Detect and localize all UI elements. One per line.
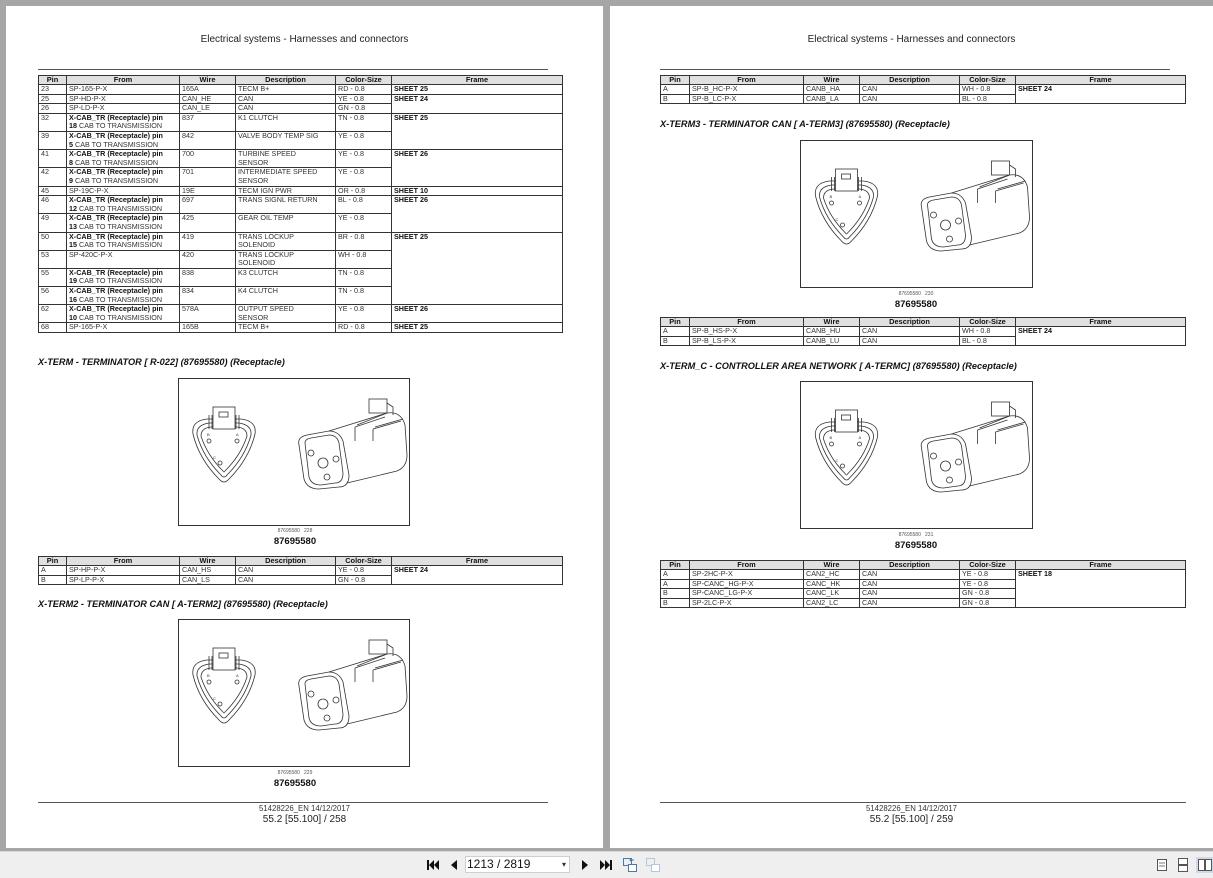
pin-cell: 68 — [39, 323, 67, 333]
from-cell: X-CAB_TR (Receptacle) pin 19 CAB TO TRANSMISSION — [67, 268, 180, 286]
column-header-wire: Wire — [804, 318, 860, 327]
from-cell: SP-HP-P-X — [67, 566, 180, 576]
go-back-view-button[interactable] — [621, 857, 639, 873]
color-size-cell: YE - 0.8 — [960, 579, 1016, 589]
wire-cell: CANB_LU — [804, 336, 860, 346]
table-header-row — [661, 318, 1186, 327]
column-header-description: Description — [236, 76, 336, 85]
pin-cell: 41 — [39, 150, 67, 168]
column-header-frame: Frame — [1016, 318, 1186, 327]
from-cell: SP-LP-P-X — [67, 575, 180, 585]
svg-text:A: A — [858, 435, 862, 440]
pin-table-x-term3 — [660, 317, 1186, 346]
description-cell: GEAR OIL TEMP — [236, 214, 336, 232]
pin-cell: A — [39, 566, 67, 576]
pin-cell: 46 — [39, 196, 67, 214]
description-cell: INTERMEDIATE SPEED SENSOR — [236, 168, 336, 186]
frame-cell: SHEET 24 — [1016, 85, 1186, 104]
continuous-page-icon — [1177, 858, 1189, 872]
frame-cell: SHEET 10 — [392, 186, 563, 196]
svg-text:A: A — [858, 194, 862, 199]
color-size-cell: BL - 0.8 — [336, 196, 392, 214]
color-size-cell: YE - 0.8 — [336, 168, 392, 186]
column-header-wire: Wire — [180, 76, 236, 85]
description-cell: K4 CLUTCH — [236, 287, 336, 305]
description-cell: OUTPUT SPEED SENSOR — [236, 305, 336, 323]
description-cell: CAN — [860, 327, 960, 337]
figure-ref: 87695580 231 — [898, 532, 934, 538]
connector-drawing-icon — [801, 141, 1034, 289]
description-cell: CAN — [860, 579, 960, 589]
column-header-pin: Pin — [39, 557, 67, 566]
pin-cell: 45 — [39, 186, 67, 196]
first-page-button[interactable] — [425, 857, 441, 873]
footer-rule — [660, 802, 1186, 803]
description-cell: K1 CLUTCH — [236, 113, 336, 131]
column-header-color-size: Color-Size — [960, 76, 1016, 85]
from-cell: SP-HD-P-X — [67, 94, 180, 104]
description-cell: CAN — [860, 336, 960, 346]
pin-cell: 32 — [39, 113, 67, 131]
wire-cell: CANC_LK — [804, 589, 860, 599]
wire-cell: 19E — [180, 186, 236, 196]
pin-table-x-term-c — [660, 560, 1186, 608]
single-page-view-button[interactable] — [1154, 857, 1170, 873]
header-rule — [38, 69, 548, 70]
column-header-wire: Wire — [180, 557, 236, 566]
color-size-cell: OR - 0.8 — [336, 186, 392, 196]
pin-cell: B — [661, 336, 690, 346]
description-cell: CAN — [860, 85, 960, 95]
wire-cell: 420 — [180, 250, 236, 268]
color-size-cell: GN - 0.8 — [336, 104, 392, 114]
section-title-x-term3: X-TERM3 - TERMINATOR CAN [ A-TERM3] (87695580) (Receptacle) — [660, 119, 950, 129]
table-header-row — [661, 561, 1186, 570]
figure-caption: 87695580 — [273, 778, 317, 789]
single-page-icon — [1156, 858, 1168, 872]
pdf-navigation-toolbar — [0, 851, 1213, 878]
column-header-pin: Pin — [39, 76, 67, 85]
description-cell: K3 CLUTCH — [236, 268, 336, 286]
column-header-color-size: Color-Size — [960, 318, 1016, 327]
pin-cell: 42 — [39, 168, 67, 186]
from-cell: X-CAB_TR (Receptacle) pin 16 CAB TO TRANSMISSION — [67, 287, 180, 305]
frame-cell: SHEET 25 — [392, 323, 563, 333]
wire-cell: CANC_HK — [804, 579, 860, 589]
frame-cell: SHEET 26 — [392, 305, 563, 323]
column-header-from: From — [690, 76, 804, 85]
skip-to-first-icon — [426, 859, 440, 871]
go-back-view-icon — [622, 857, 638, 873]
color-size-cell: YE - 0.8 — [336, 305, 392, 323]
wire-cell: CAN_LS — [180, 575, 236, 585]
description-cell: TRANS SIGNL RETURN — [236, 196, 336, 214]
from-cell: SP-B_LS-P-X — [690, 336, 804, 346]
svg-text:A: A — [236, 432, 239, 437]
from-cell: X-CAB_TR (Receptacle) pin 9 CAB TO TRANSMISSION — [67, 168, 180, 186]
go-forward-view-icon — [645, 857, 661, 873]
frame-cell: SHEET 24 — [392, 566, 563, 585]
color-size-cell: TN - 0.8 — [336, 268, 392, 286]
table-header-row — [661, 76, 1186, 85]
connector-figure-230 — [800, 140, 1033, 288]
wire-cell: 842 — [180, 131, 236, 149]
wire-cell: 837 — [180, 113, 236, 131]
frame-cell: SHEET 25 — [392, 232, 563, 305]
color-size-cell: YE - 0.8 — [960, 570, 1016, 580]
description-cell: TECM B+ — [236, 323, 336, 333]
color-size-cell: YE - 0.8 — [336, 150, 392, 168]
from-cell: X-CAB_TR (Receptacle) pin 12 CAB TO TRANSMISSION — [67, 196, 180, 214]
description-cell: CAN — [860, 94, 960, 104]
pin-table-x-term — [38, 556, 563, 585]
wire-cell: 834 — [180, 287, 236, 305]
figure-ref: 87695580 229 — [277, 770, 313, 776]
column-header-pin: Pin — [661, 76, 690, 85]
color-size-cell: YE - 0.8 — [336, 94, 392, 104]
description-cell: CAN — [860, 598, 960, 608]
svg-text:B: B — [829, 435, 833, 440]
wire-cell: 425 — [180, 214, 236, 232]
pin-cell: A — [661, 85, 690, 95]
color-size-cell: BL - 0.8 — [960, 336, 1016, 346]
svg-text:B: B — [207, 673, 210, 678]
column-header-wire: Wire — [804, 561, 860, 570]
color-size-cell: WH - 0.8 — [336, 250, 392, 268]
page-number-value: 1213 / 2819 — [467, 857, 531, 871]
footer-page-number: 55.2 [55.100] / 259 — [869, 814, 954, 825]
footer-doc-id: 51428226_EN 14/12/2017 — [865, 804, 958, 813]
wire-cell: CAN_HS — [180, 566, 236, 576]
color-size-cell: GN - 0.8 — [960, 589, 1016, 599]
last-page-button[interactable] — [598, 857, 614, 873]
figure-caption: 87695580 — [894, 540, 938, 551]
column-header-frame: Frame — [1016, 76, 1186, 85]
svg-text:C: C — [835, 458, 839, 463]
pin-table-x-term-b — [660, 75, 1186, 104]
connector-drawing-icon — [179, 620, 411, 768]
from-cell: SP-165-P-X — [67, 85, 180, 95]
facing-pages-icon — [1198, 858, 1212, 872]
column-header-pin: Pin — [661, 318, 690, 327]
wire-cell: CANB_HA — [804, 85, 860, 95]
table-row — [39, 323, 563, 333]
column-header-wire: Wire — [804, 76, 860, 85]
connector-drawing-icon — [801, 382, 1034, 530]
from-cell: SP-CANC_HG-P-X — [690, 579, 804, 589]
page-number-input[interactable] — [465, 856, 570, 873]
table-row — [661, 85, 1186, 95]
pin-cell: A — [661, 570, 690, 580]
wire-cell: 165A — [180, 85, 236, 95]
section-title-x-term: X-TERM - TERMINATOR [ R-022] (87695580) (Receptacle) — [38, 357, 285, 367]
color-size-cell: YE - 0.8 — [336, 131, 392, 149]
svg-text:C: C — [213, 455, 216, 460]
column-header-description: Description — [236, 557, 336, 566]
column-header-description: Description — [860, 76, 960, 85]
pin-cell: A — [661, 579, 690, 589]
color-size-cell: YE - 0.8 — [336, 566, 392, 576]
wire-cell: 578A — [180, 305, 236, 323]
color-size-cell: WH - 0.8 — [960, 85, 1016, 95]
table-row — [39, 186, 563, 196]
frame-cell: SHEET 25 — [392, 85, 563, 95]
description-cell: CAN — [860, 570, 960, 580]
from-cell: SP-B_HS-P-X — [690, 327, 804, 337]
continuous-view-button[interactable] — [1175, 857, 1191, 873]
from-cell: SP-420C-P-X — [67, 250, 180, 268]
column-header-frame: Frame — [392, 557, 563, 566]
color-size-cell: YE - 0.8 — [336, 214, 392, 232]
pin-cell: B — [661, 598, 690, 608]
wire-cell: CAN2_HC — [804, 570, 860, 580]
column-header-frame: Frame — [392, 76, 563, 85]
pin-cell: B — [39, 575, 67, 585]
column-header-description: Description — [860, 318, 960, 327]
table-row — [661, 327, 1186, 337]
from-cell: X-CAB_TR (Receptacle) pin 8 CAB TO TRANSMISSION — [67, 150, 180, 168]
wire-cell: CAN_LE — [180, 104, 236, 114]
section-title-x-term2: X-TERM2 - TERMINATOR CAN [ A-TERM2] (87695580) (Receptacle) — [38, 599, 328, 609]
description-cell: TECM IGN PWR — [236, 186, 336, 196]
from-cell: X-CAB_TR (Receptacle) pin 10 CAB TO TRANSMISSION — [67, 305, 180, 323]
svg-text:B: B — [207, 432, 210, 437]
color-size-cell: GN - 0.8 — [336, 575, 392, 585]
from-cell: SP-LD-P-X — [67, 104, 180, 114]
color-size-cell: TN - 0.8 — [336, 113, 392, 131]
wire-cell: CANB_HU — [804, 327, 860, 337]
frame-cell: SHEET 26 — [392, 196, 563, 232]
page-header: Electrical systems - Harnesses and connectors — [200, 34, 409, 45]
pin-cell: 56 — [39, 287, 67, 305]
pdf-page-left — [6, 6, 603, 848]
description-cell: CAN — [236, 575, 336, 585]
table-row — [39, 566, 563, 576]
svg-text:C: C — [835, 217, 839, 222]
pin-cell: 53 — [39, 250, 67, 268]
svg-text:B: B — [829, 194, 833, 199]
from-cell: X-CAB_TR (Receptacle) pin 5 CAB TO TRANSMISSION — [67, 131, 180, 149]
from-cell: SP-2HC-P-X — [690, 570, 804, 580]
table-row — [39, 196, 563, 214]
description-cell: TECM B+ — [236, 85, 336, 95]
table-row — [39, 232, 563, 250]
column-header-from: From — [690, 318, 804, 327]
wire-cell: 700 — [180, 150, 236, 168]
color-size-cell: BL - 0.8 — [960, 94, 1016, 104]
wire-cell: 697 — [180, 196, 236, 214]
page-header: Electrical systems - Harnesses and connectors — [807, 34, 1016, 45]
connector-figure-229 — [178, 619, 410, 767]
footer-rule — [38, 802, 548, 803]
header-rule — [660, 69, 1170, 70]
color-size-cell: GN - 0.8 — [960, 598, 1016, 608]
column-header-color-size: Color-Size — [336, 76, 392, 85]
wire-cell: 838 — [180, 268, 236, 286]
from-cell: SP-19C-P-X — [67, 186, 180, 196]
connector-figure-228 — [178, 378, 410, 526]
column-header-frame: Frame — [1016, 561, 1186, 570]
table-header-row — [39, 557, 563, 566]
table-row — [661, 570, 1186, 580]
frame-cell: SHEET 24 — [392, 94, 563, 113]
color-size-cell: WH - 0.8 — [960, 327, 1016, 337]
pin-cell: 23 — [39, 85, 67, 95]
table-row — [39, 305, 563, 323]
svg-text:C: C — [213, 696, 216, 701]
frame-cell: SHEET 26 — [392, 150, 563, 186]
pin-cell: 55 — [39, 268, 67, 286]
from-cell: SP-B_HC-P-X — [690, 85, 804, 95]
figure-ref: 87695580 228 — [277, 528, 313, 534]
figure-caption: 87695580 — [273, 536, 317, 547]
from-cell: SP-CANC_LG-P-X — [690, 589, 804, 599]
footer-page-number: 55.2 [55.100] / 258 — [262, 814, 347, 825]
skip-to-last-icon — [599, 859, 613, 871]
figure-caption: 87695580 — [894, 299, 938, 310]
page-dropdown-icon[interactable]: ▾ — [561, 860, 566, 869]
pin-cell: 25 — [39, 94, 67, 104]
table-row — [39, 94, 563, 104]
from-cell: SP-165-P-X — [67, 323, 180, 333]
figure-ref: 87695580 230 — [898, 291, 934, 297]
pin-cell: B — [661, 589, 690, 599]
from-cell: X-CAB_TR (Receptacle) pin 13 CAB TO TRANSMISSION — [67, 214, 180, 232]
column-header-description: Description — [860, 561, 960, 570]
pin-cell: A — [661, 327, 690, 337]
pin-cell: 39 — [39, 131, 67, 149]
table-row — [39, 113, 563, 131]
connector-drawing-icon — [179, 379, 411, 527]
column-header-color-size: Color-Size — [960, 561, 1016, 570]
frame-cell: SHEET 18 — [1016, 570, 1186, 608]
description-cell: CAN — [236, 94, 336, 104]
color-size-cell: RD - 0.8 — [336, 323, 392, 333]
wire-cell: 701 — [180, 168, 236, 186]
column-header-pin: Pin — [661, 561, 690, 570]
table-header-row — [39, 76, 563, 85]
pin-cell: 26 — [39, 104, 67, 114]
pin-cell: 62 — [39, 305, 67, 323]
previous-page-icon — [450, 859, 458, 871]
column-header-from: From — [67, 76, 180, 85]
from-cell: X-CAB_TR (Receptacle) pin 18 CAB TO TRANSMISSION — [67, 113, 180, 131]
column-header-from: From — [67, 557, 180, 566]
next-page-icon — [581, 859, 589, 871]
description-cell: TURBINE SPEED SENSOR — [236, 150, 336, 168]
description-cell: VALVE BODY TEMP SIG — [236, 131, 336, 149]
wire-cell: 419 — [180, 232, 236, 250]
frame-cell: SHEET 24 — [1016, 327, 1186, 346]
footer-doc-id: 51428226_EN 14/12/2017 — [258, 804, 351, 813]
from-cell: SP-B_LC-P-X — [690, 94, 804, 104]
go-forward-view-button[interactable] — [644, 857, 662, 873]
description-cell: CAN — [236, 566, 336, 576]
connector-figure-231 — [800, 381, 1033, 529]
from-cell: SP-2LC-P-X — [690, 598, 804, 608]
previous-page-button[interactable] — [448, 857, 460, 873]
pdf-page-right — [610, 6, 1213, 848]
wire-cell: CAN_HE — [180, 94, 236, 104]
facing-pages-view-button[interactable] — [1196, 857, 1213, 873]
svg-text:A: A — [236, 673, 239, 678]
color-size-cell: BR - 0.8 — [336, 232, 392, 250]
column-header-color-size: Color-Size — [336, 557, 392, 566]
table-row — [39, 85, 563, 95]
column-header-from: From — [690, 561, 804, 570]
from-cell: X-CAB_TR (Receptacle) pin 15 CAB TO TRANSMISSION — [67, 232, 180, 250]
pin-cell: B — [661, 94, 690, 104]
pin-table-x-cab — [38, 75, 563, 333]
pin-cell: 49 — [39, 214, 67, 232]
pin-cell: 50 — [39, 232, 67, 250]
wire-cell: CANB_LA — [804, 94, 860, 104]
next-page-button[interactable] — [579, 857, 591, 873]
frame-cell: SHEET 25 — [392, 113, 563, 149]
description-cell: CAN — [860, 589, 960, 599]
wire-cell: 165B — [180, 323, 236, 333]
wire-cell: CAN2_LC — [804, 598, 860, 608]
color-size-cell: TN - 0.8 — [336, 287, 392, 305]
description-cell: TRANS LOCKUP SOLENOID — [236, 250, 336, 268]
table-row — [39, 150, 563, 168]
description-cell: CAN — [236, 104, 336, 114]
description-cell: TRANS LOCKUP SOLENOID — [236, 232, 336, 250]
section-title-x-term-c: X-TERM_C - CONTROLLER AREA NETWORK [ A-TERMC] (87695580) (Receptacle) — [660, 361, 1017, 371]
color-size-cell: RD - 0.8 — [336, 85, 392, 95]
